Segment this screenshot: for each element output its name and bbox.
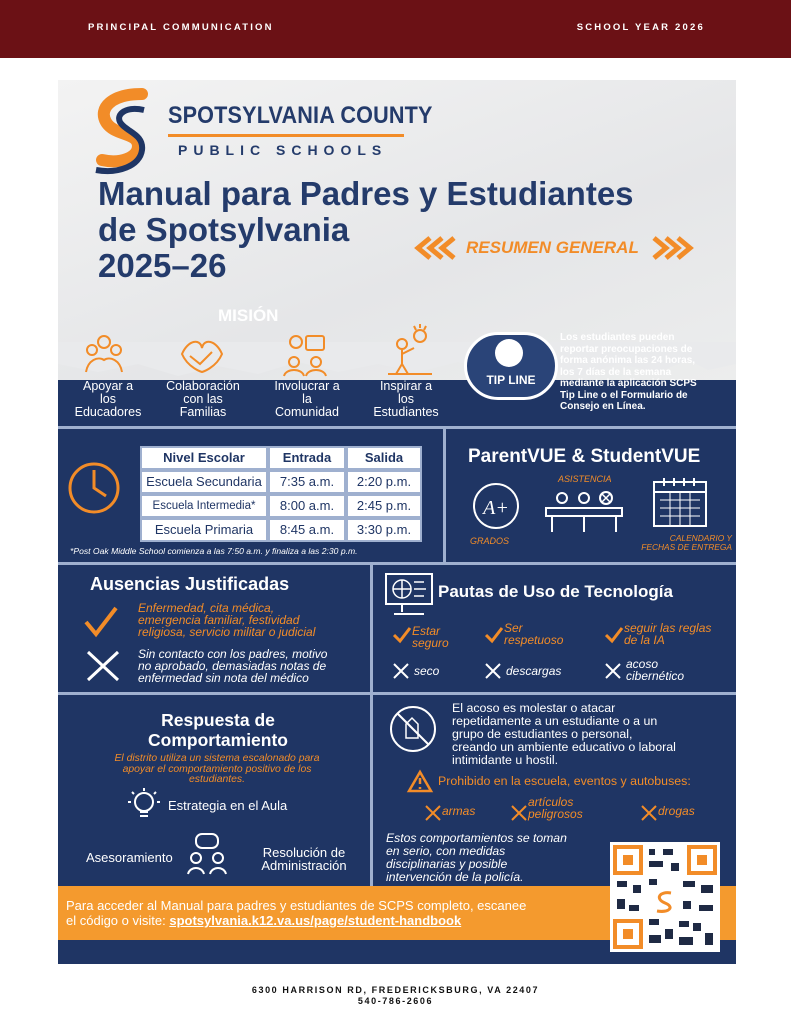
check-icon	[484, 626, 504, 644]
title-line-3: 2025–26	[98, 247, 227, 284]
tech-dont-1: seco	[414, 664, 440, 678]
schedule-cell: 7:35 a.m.	[268, 470, 346, 494]
grade-mark: A+	[483, 497, 509, 519]
prohibited-item-1: armas	[442, 804, 476, 818]
tech-dont-3	[626, 658, 684, 682]
mission-item-families	[156, 380, 250, 419]
handbook-flyer	[58, 80, 736, 964]
schedule-cell: Escuela Primaria	[140, 518, 268, 542]
behavior-subtitle	[72, 754, 362, 786]
behavior-sub-line: El distrito utiliza un sistema escalonado para	[114, 753, 320, 764]
no-bullying-icon	[388, 704, 438, 754]
vue-grades-label: GRADOS	[470, 536, 510, 546]
chevrons-left-icon	[414, 236, 474, 260]
behavior-heading-line: Respuesta de	[161, 710, 275, 730]
bullying-line: repetidamente a un estudiante o a un	[452, 714, 658, 728]
mission-text: Familias	[179, 405, 227, 419]
behavior-counseling: Asesoramiento	[86, 850, 173, 865]
mission-text: Comunidad	[275, 405, 339, 419]
vue-attendance-label: ASISTENCIA	[558, 474, 612, 484]
prohibited-item-3: drogas	[658, 804, 695, 818]
mission-text: Colaboración	[166, 379, 240, 393]
header-bar	[0, 0, 791, 58]
divider	[443, 426, 446, 562]
tipline-line: Tip Line o el Formulario de	[560, 389, 688, 401]
bullying-prohibited: Prohibido en la escuela, eventos y autobuses:	[438, 774, 691, 788]
brand-divider	[168, 134, 404, 137]
qr-code-pattern	[613, 845, 717, 949]
mission-text: Involucrar a	[274, 379, 340, 393]
brand-name: SPOTSYLVANIA COUNTY	[168, 102, 433, 129]
tipline-line: forma anónima las 24 horas,	[560, 355, 696, 366]
mission-text: Estudiantes	[373, 405, 439, 419]
behavior-heading-line: Comportamiento	[148, 730, 288, 750]
banner-text	[66, 898, 526, 928]
lightbulb-icon	[128, 788, 160, 824]
prohibited-item-2	[528, 796, 583, 820]
schedule-cell: 8:00 a.m.	[268, 494, 346, 518]
bullying-consequence	[386, 832, 567, 884]
tech-do-line: Ser	[504, 621, 523, 635]
tipline-line: los 7 días de la semana	[560, 366, 672, 378]
chevrons-right-icon	[650, 236, 710, 260]
banner-line: Para acceder al Manual para padres y estudiantes de SCPS completo, escanee	[66, 898, 527, 913]
absence-line: enfermedad sin nota del médico	[138, 671, 309, 685]
mission-text: los	[100, 392, 116, 406]
divider	[58, 426, 736, 429]
absences-denied	[138, 648, 327, 684]
schedule-cell: Escuela Secundaria	[140, 470, 268, 494]
tech-do-3	[624, 622, 711, 646]
behavior-sub-line: estudiantes.	[188, 774, 246, 785]
grade-icon	[468, 480, 528, 530]
tech-do-2	[504, 622, 563, 646]
bullying-line: grupo de estudiantes o personal,	[452, 727, 633, 741]
behavior-strategy: Estrategia en el Aula	[168, 798, 288, 813]
consequence-line: Estos comportamientos se toman	[386, 831, 567, 845]
check-icon	[392, 626, 412, 644]
clock-icon	[66, 460, 122, 516]
consequence-line: en serio, con medidas	[386, 844, 506, 858]
support-educators-icon	[82, 332, 126, 376]
mission-text: Educadores	[74, 405, 142, 419]
warning-icon	[408, 770, 432, 792]
x-icon	[424, 804, 442, 822]
tipline-label: TIP LINE	[486, 373, 536, 387]
behavior-admin-line: Resolución de	[262, 845, 346, 860]
absences-allowed	[138, 602, 315, 638]
x-icon	[484, 662, 504, 680]
banner-line: el código o visite:	[66, 913, 166, 928]
schedule-cell: 8:45 a.m.	[268, 518, 346, 542]
prohibited-line: peligrosos	[528, 807, 583, 821]
mission-item-community	[262, 380, 352, 419]
schedule-cell: 3:30 p.m.	[346, 518, 422, 542]
x-icon	[604, 662, 624, 680]
x-mark-icon	[84, 648, 124, 684]
absence-line: Enfermedad, cita médica,	[138, 601, 275, 615]
bullying-line: intimidante u hostil.	[452, 753, 559, 767]
consequence-line: intervención de la policía.	[386, 870, 524, 884]
vue-heading: ParentVUE & StudentVUE	[468, 446, 701, 467]
vue-calendar-line: FECHAS DE ENTREGA	[641, 542, 732, 552]
handshake-icon	[178, 334, 226, 374]
tech-do-line: respetuoso	[504, 633, 564, 647]
page-title	[98, 176, 634, 284]
tech-dont-line: cibernético	[626, 669, 685, 683]
absence-line: Sin contacto con los padres, motivo	[138, 647, 328, 661]
tech-do-line: seguir las reglas	[624, 621, 712, 635]
schedule-note: *Post Oak Middle School comienza a las 7:50 a.m. y finaliza a las 2:30 p.m.	[70, 546, 358, 556]
title-line-1: Manual para Padres y Estudiantes	[98, 175, 634, 212]
absence-line: emergencia familiar, festividad	[138, 613, 300, 627]
behavior-admin-line: Administración	[261, 858, 347, 873]
prohibited-line: artículos	[528, 795, 574, 809]
tipline-line: reportar preocupaciones de	[560, 343, 693, 355]
resumen-badge	[414, 236, 704, 262]
schedule-header: Entrada	[268, 446, 346, 470]
handbook-link[interactable]: spotsylvania.k12.va.us/page/student-handbook	[169, 913, 462, 928]
qr-code[interactable]	[610, 842, 720, 952]
schedule-header: Salida	[346, 446, 422, 470]
x-icon	[510, 804, 528, 822]
tech-do-line: Estar	[412, 624, 441, 638]
checkmark-icon	[82, 604, 122, 640]
tech-do-line: de la IA	[624, 633, 665, 647]
header-left-label: PRINCIPAL COMMUNICATION	[88, 22, 274, 33]
tech-dont-2: descargas	[506, 664, 562, 678]
absences-heading: Ausencias Justificadas	[90, 574, 290, 594]
vue-calendar-label	[624, 534, 732, 552]
mission-text: Inspirar a	[379, 379, 433, 393]
divider	[370, 562, 373, 886]
consequence-line: disciplinarias y posible	[386, 857, 508, 871]
vue-calendar-line: CALENDARIO Y	[669, 533, 732, 543]
behavior-heading	[78, 710, 358, 750]
schedule-cell: 2:45 p.m.	[346, 494, 422, 518]
x-icon	[392, 662, 412, 680]
schedule-header: Nivel Escolar	[140, 446, 268, 470]
header-right-label: SCHOOL YEAR 2026	[576, 22, 705, 33]
mission-text: Apoyar a	[82, 379, 134, 393]
scps-logo-icon	[92, 88, 152, 178]
computer-network-icon	[384, 572, 436, 616]
behavior-admin	[252, 846, 356, 872]
tipline-line: mediante la aplicación SCPS	[560, 378, 697, 389]
mission-item-educators	[70, 380, 146, 419]
tech-dont-line: acoso	[626, 657, 659, 671]
tech-do-line: seguro	[412, 636, 449, 650]
behavior-sub-line: apoyar el comportamiento positivo de los	[122, 763, 312, 775]
tech-do-1	[412, 625, 449, 649]
title-line-2: de Spotsylvania	[98, 211, 350, 248]
mission-text: con las	[183, 392, 223, 406]
bullying-line: creando un ambiente educativo o laboral	[452, 740, 676, 754]
mission-text: los	[398, 392, 414, 406]
community-icon	[282, 332, 330, 376]
tipline-badge	[464, 332, 558, 400]
footer-address: 6300 HARRISON RD, FREDERICKSBURG, VA 22407	[251, 985, 540, 995]
absence-line: religiosa, servicio militar o judicial	[138, 625, 316, 639]
bullying-line: El acoso es molestar o atacar	[452, 701, 616, 715]
schedule-cell: Escuela Intermedia*	[140, 494, 268, 518]
tipline-logo-icon	[495, 339, 523, 367]
tipline-line: Consejo en Línea.	[560, 401, 646, 412]
mission-item-students	[362, 380, 450, 419]
tipline-text	[560, 332, 697, 413]
divider	[58, 692, 736, 695]
badge-label: RESUMEN GENERAL	[466, 238, 639, 257]
mission-heading: MISIÓN	[218, 306, 279, 325]
counseling-icon	[188, 832, 228, 876]
calendar-icon	[650, 476, 710, 528]
attendance-icon	[542, 488, 626, 536]
schedule-cell: 2:20 p.m.	[346, 470, 422, 494]
bullying-definition	[452, 702, 676, 767]
mission-text: la	[302, 392, 312, 406]
check-icon	[604, 626, 624, 644]
inspire-students-icon	[386, 328, 434, 376]
tipline-line: Los estudiantes pueden	[560, 332, 675, 343]
divider	[58, 562, 736, 565]
brand-subtitle: PUBLIC SCHOOLS	[178, 142, 388, 158]
x-icon	[640, 804, 658, 822]
absence-line: no aprobado, demasiadas notas de	[138, 659, 327, 673]
footer-phone: 540-786-2606	[357, 996, 434, 1006]
tech-heading: Pautas de Uso de Tecnología	[438, 582, 673, 601]
